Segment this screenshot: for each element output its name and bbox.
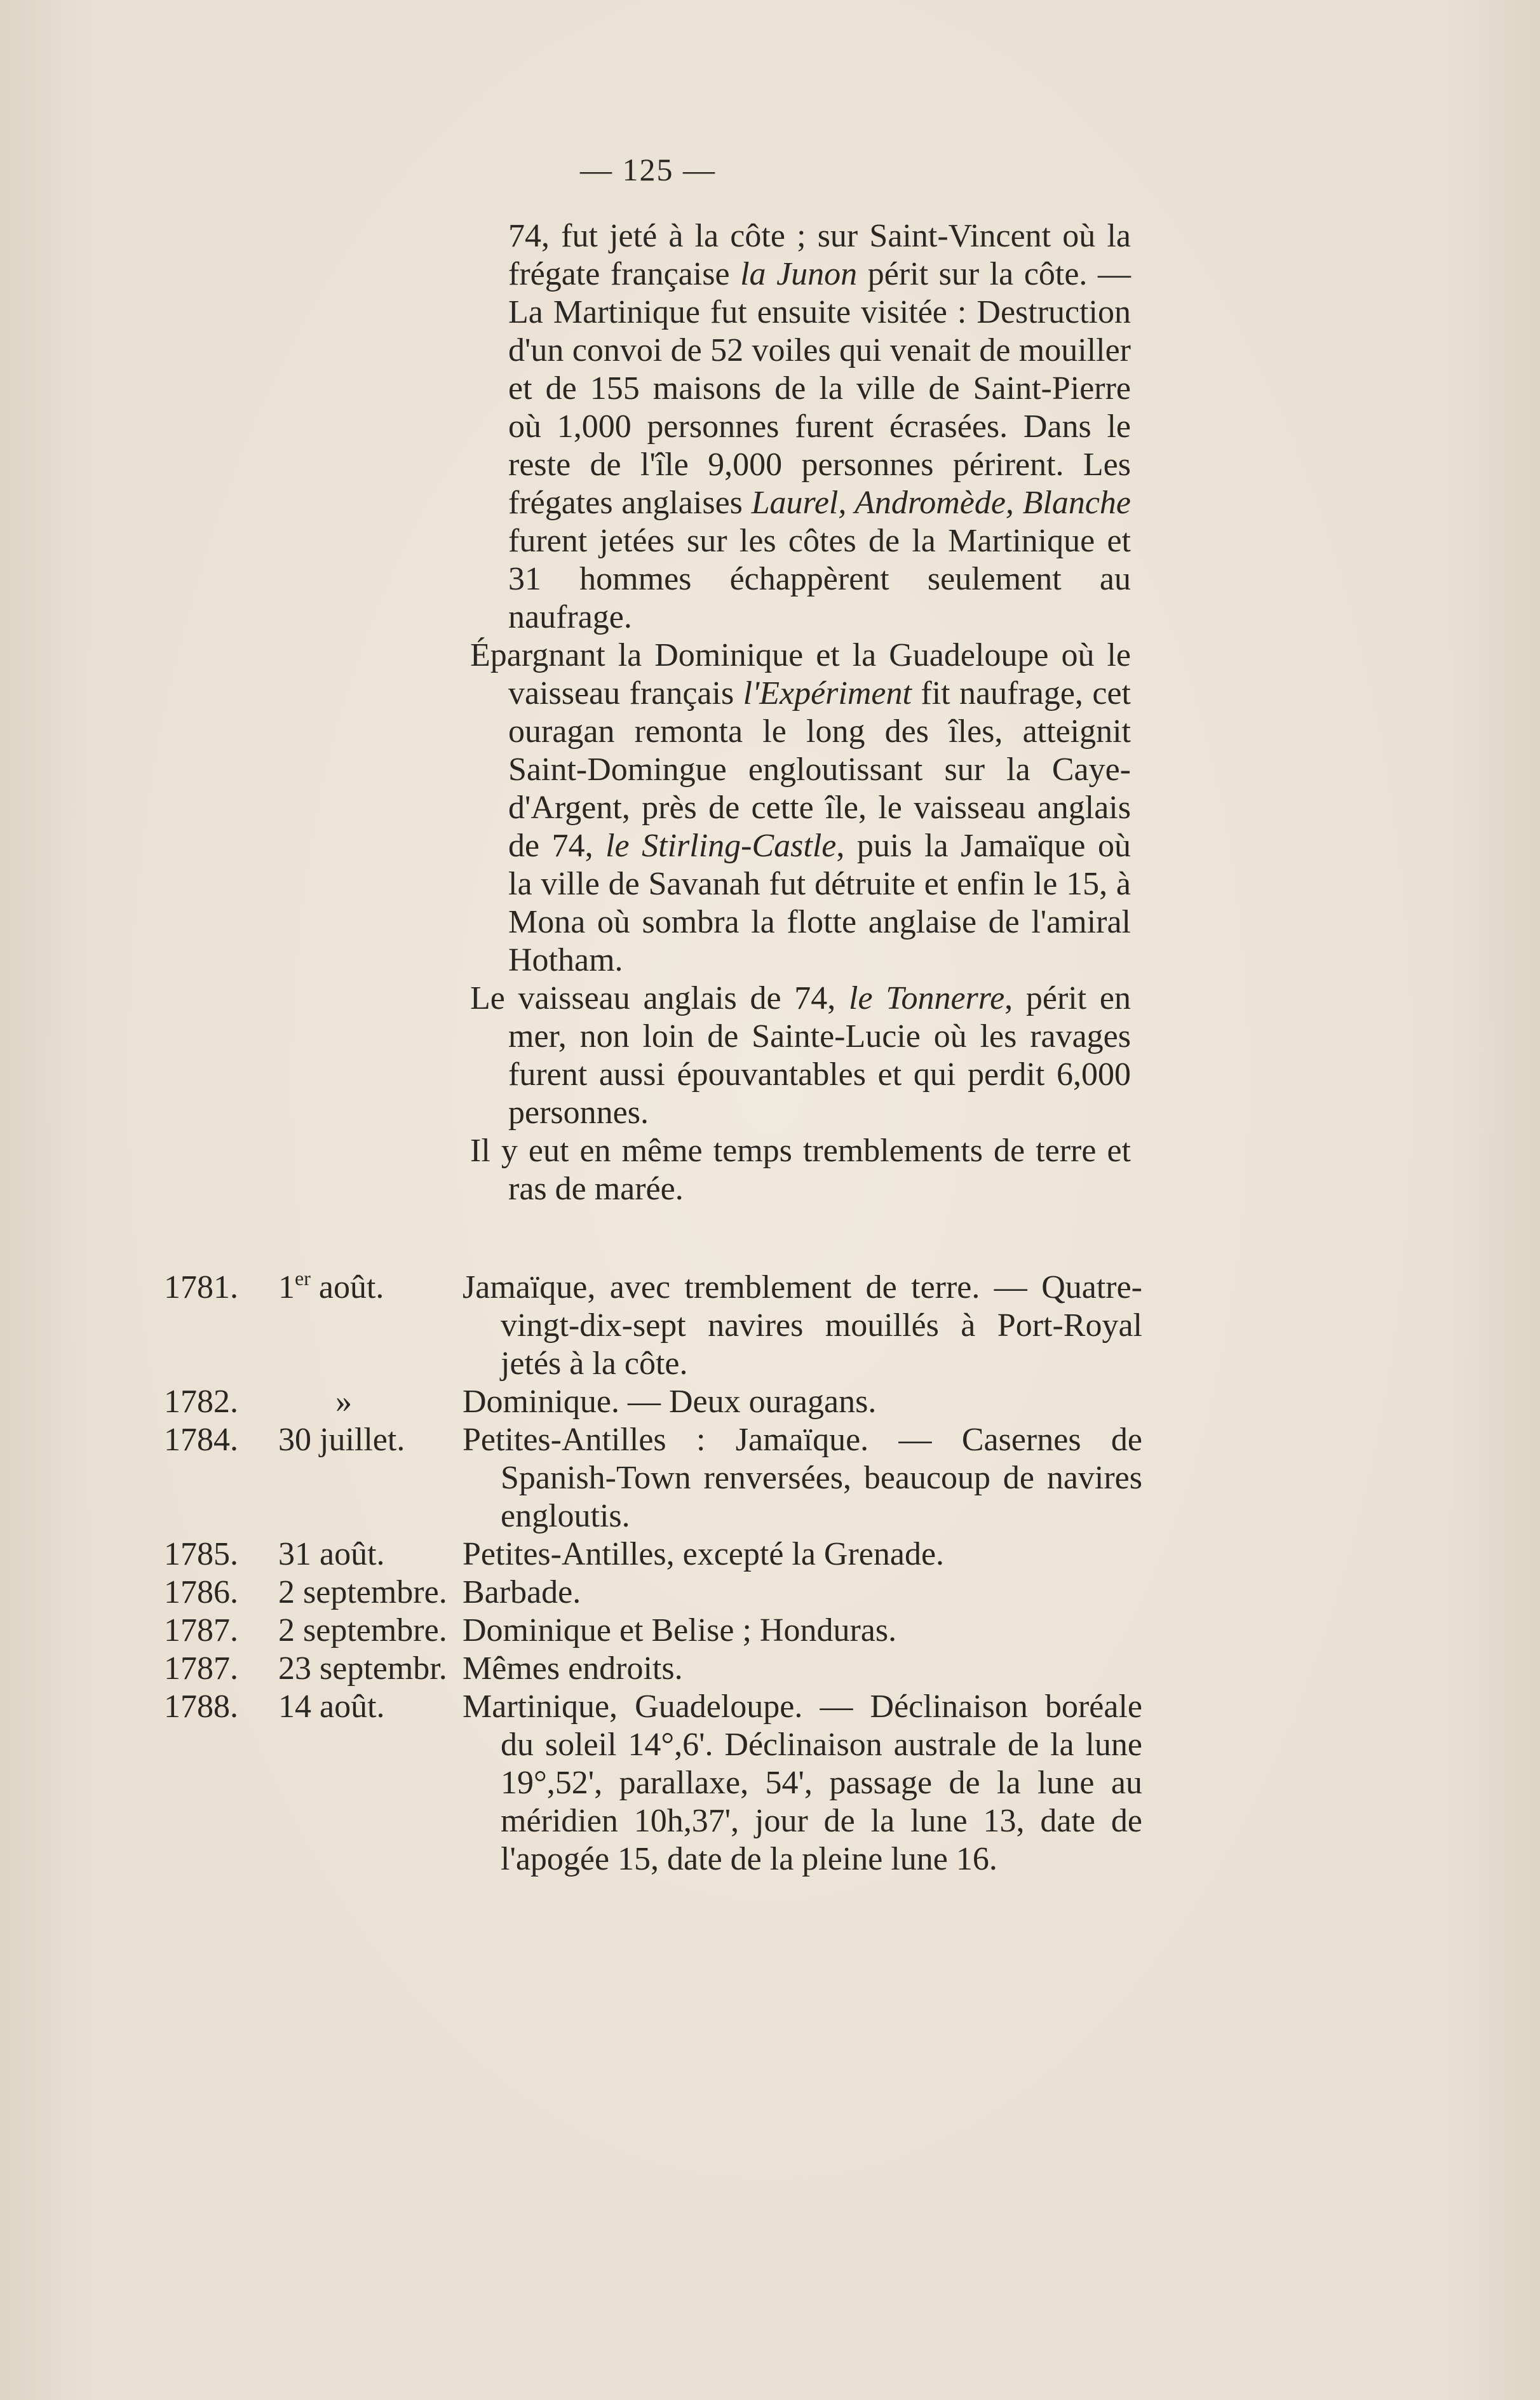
entry-year: 1788. <box>164 1689 238 1725</box>
entry-date <box>278 1269 463 1307</box>
entry-year: 1787. <box>164 1650 238 1687</box>
paragraph-1-text-b: périt sur la côte. — La Martinique fut ensuite visitée : Destruction d'un convoi de 52 voiles qui venait de mouiller et de 155 maisons de la ville de Saint-Pierre où 1,000 personnes furent écrasées. Dans le reste de l'île 9,000 personnes périrent. Les frégates anglaises <box>508 256 1131 521</box>
paragraph-2-text-b: fit naufrage, cet ouragan remonta le long des îles, atteignit Saint-Domingue engloutissant sur la Caye-d'Argent, près de cette île, le vaisseau anglais de 74, <box>508 675 1131 864</box>
chronology-entry-1782 <box>164 1383 1142 1421</box>
entry-description: Barbade. <box>463 1574 581 1610</box>
entry-date: 14 août. <box>278 1689 385 1725</box>
chronology-entry-1787-b <box>164 1650 1142 1688</box>
chronology-entry-1781 <box>164 1269 1142 1383</box>
paragraph-4: Il y eut en même temps tremblements de terre et ras de marée. <box>470 1133 1131 1207</box>
entry-description: Petites-Antilles, excepté la Grenade. <box>463 1536 945 1572</box>
entry-year: 1786. <box>164 1574 238 1610</box>
chronology-entry-1786 <box>164 1574 1142 1612</box>
chronology-list <box>164 1269 1142 1878</box>
entry-description: Mêmes endroits. <box>463 1650 683 1687</box>
entry-year: 1787. <box>164 1612 238 1648</box>
entry-year: 1785. <box>164 1536 238 1572</box>
entry-date: 30 juillet. <box>278 1422 405 1458</box>
entry-date: 2 septembre. <box>278 1574 447 1610</box>
continuation-text <box>470 217 1131 1208</box>
paragraph-1-text-c: furent jetées sur les côtes de la Martinique et 31 hommes échappèrent seulement au naufrage. <box>508 523 1131 635</box>
entry-year: 1782. <box>164 1384 238 1420</box>
entry-date: 31 août. <box>278 1536 385 1572</box>
paragraph-2-text-c: , puis la Jamaïque où la ville de Savanah fut détruite et enfin le 15, à Mona où sombra la flotte anglaise de l'amiral Hotham. <box>508 828 1131 978</box>
paragraph-1-text-a: 74, fut jeté à la côte ; sur Saint-Vincent où la frégate française <box>508 218 1131 292</box>
entry-date-day: 1 <box>278 1269 295 1305</box>
paragraph-3 <box>470 980 1131 1132</box>
entry-description: Dominique et Belise ; Honduras. <box>463 1612 897 1648</box>
ship-name-experiment: l'Expériment <box>743 675 912 711</box>
chronology-entry-1785 <box>164 1535 1142 1574</box>
ship-name-stirling-castle: le Stirling-Castle <box>605 828 837 864</box>
entry-date: 2 septembre. <box>278 1612 447 1648</box>
entry-date: » <box>335 1384 352 1420</box>
entry-date: 23 septembr. <box>278 1650 447 1687</box>
paragraph-3-text-b: , périt en mer, non loin de Sainte-Lucie où les ravages furent aussi épouvantables et qui perdit 6,000 personnes. <box>508 980 1131 1131</box>
ship-name-junon: la Junon <box>740 256 858 292</box>
page-number: — 125 — <box>580 152 716 187</box>
entry-description: Dominique. — Deux ouragans. <box>463 1384 877 1420</box>
entry-year: 1784. <box>164 1422 238 1458</box>
ship-names-frigates: Laurel, Andromède, Blanche <box>751 485 1131 521</box>
chronology-entry-1788 <box>164 1688 1142 1878</box>
paragraph-2-text-a: Épargnant la Dominique et la Guadeloupe où le vaisseau français <box>470 637 1131 711</box>
chronology-entry-1784 <box>164 1421 1142 1535</box>
entry-date-month: août. <box>310 1269 384 1305</box>
entry-description: Martinique, Guadeloupe. — Déclinaison boréale du soleil 14°,6'. Déclinaison australe de la lune 19°,52', parallaxe, 54', passage de la lune au méridien 10h,37', jour de la lune 13, date de l'apogée 15, date de la pleine lune 16. <box>463 1689 1142 1877</box>
entry-year: 1781. <box>164 1269 238 1305</box>
paragraph-2 <box>470 637 1131 980</box>
entry-description: Petites-Antilles : Jamaïque. — Casernes de Spanish-Town renversées, beaucoup de navires engloutis. <box>463 1422 1142 1534</box>
entry-description: Jamaïque, avec tremblement de terre. — Quatre-vingt-dix-sept navires mouillés à Port-Royal jetés à la côte. <box>463 1269 1142 1382</box>
paragraph-1 <box>470 217 1131 637</box>
paragraph-3-text-a: Le vaisseau anglais de 74, <box>470 980 849 1016</box>
chronology-entry-1787-a <box>164 1612 1142 1650</box>
ship-name-tonnerre: le Tonnerre <box>849 980 1005 1016</box>
entry-date-ordinal: er <box>295 1267 311 1290</box>
